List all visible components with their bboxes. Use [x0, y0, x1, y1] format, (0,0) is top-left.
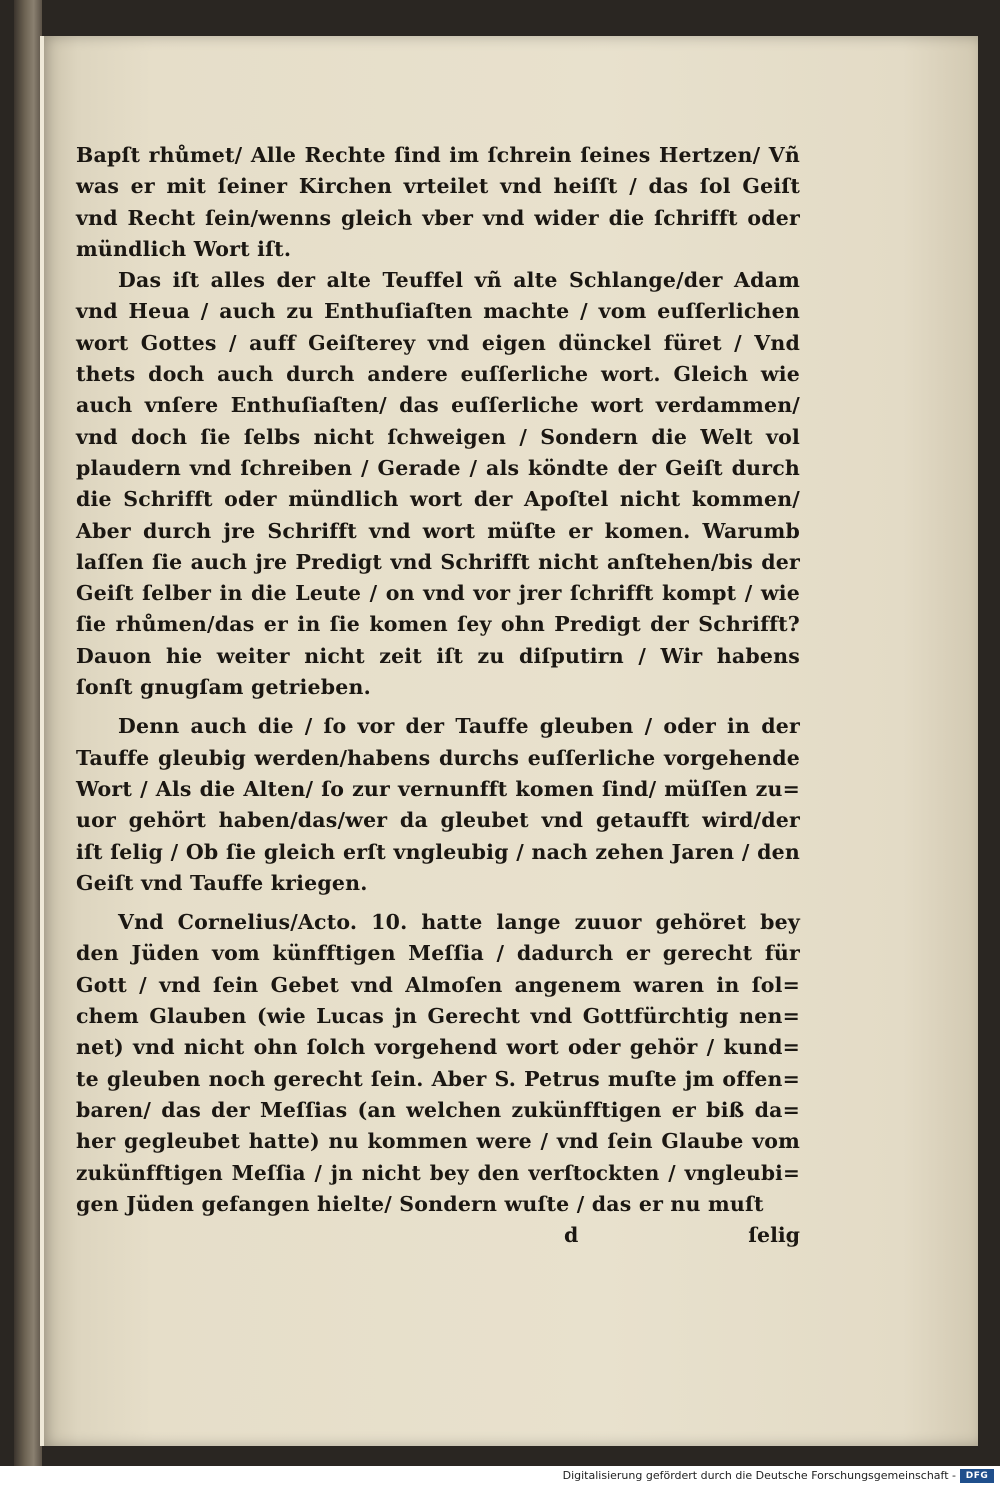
paragraph-list: [76, 140, 800, 1220]
text-line: Gott / vnd ſein Gebet vnd Almoſen angenem waren in ſol=: [76, 972, 800, 997]
text-line: vnd Recht ſein/wenns gleich vber vnd wider die ſchrifft oder: [76, 205, 800, 230]
text-line: Das iſt alles der alte Teuffel vñ alte Schlange/der Adam: [118, 268, 800, 293]
text-line: vnd doch ſie ſelbs nicht ſchweigen / Sondern die Welt vol: [76, 424, 800, 449]
paragraph: [76, 140, 800, 265]
text-line: Aber durch jre Schrifft vnd wort müſte er komen. Warumb: [76, 518, 800, 543]
text-line: te gleuben noch gerecht ſein. Aber S. Petrus muſte jm offen=: [76, 1066, 800, 1091]
text-line: thets doch auch durch andere euſſerliche wort. Gleich wie: [76, 362, 800, 387]
catchword: ſelig: [748, 1223, 800, 1248]
text-line: Wort / Als die Alten/ ſo zur vernunfft komen ſind/ müſſen zu=: [76, 776, 800, 801]
text-line: die Schrifft oder mündlich wort der Apoſtel nicht kommen/: [76, 487, 800, 512]
text-line: plaudern vnd ſchreiben / Gerade / als köndte der Geiſt durch: [76, 455, 800, 480]
paragraph: [76, 711, 800, 899]
body-text: [76, 140, 800, 1251]
book-spine: [14, 0, 42, 1466]
text-line: zukünfftigen Meſſia / jn nicht bey den verſtockten / vngleubi=: [76, 1160, 800, 1185]
text-line: Denn auch die / ſo vor der Tauffe gleuben / oder in der: [118, 714, 800, 739]
text-line: ſonſt gnugſam getrieben.: [76, 675, 371, 700]
text-line: ſie rhůmen/das er in ſie komen ſey ohn Predigt der Schrifft?: [76, 612, 800, 637]
dfg-logo: DFG: [960, 1469, 994, 1483]
signature-mark: d: [564, 1223, 579, 1248]
paragraph: [76, 265, 800, 703]
text-line: laſſen ſie auch jre Predigt vnd Schrifft nicht anſtehen/bis der: [76, 549, 800, 574]
text-line: chem Glauben (wie Lucas jn Gerecht vnd Gottfürchtig nen=: [76, 1004, 800, 1029]
text-line: baren/ das der Meſſias (an welchen zukünfftigen er biß da=: [76, 1097, 800, 1122]
text-line: Geiſt ſelber in die Leute / on vnd vor jrer ſchrifft kompt / wie: [76, 581, 800, 606]
text-line: gen Jüden gefangen hielte/ Sondern wuſte / das er nu muſt: [76, 1191, 764, 1216]
funding-notice: Digitalisierung gefördert durch die Deutsche Forschungsgemeinschaft -: [562, 1469, 956, 1482]
text-line: net) vnd nicht ohn ſolch vorgehend wort oder gehör / kund=: [76, 1035, 800, 1060]
text-line: Bapſt rhůmet/ Alle Rechte ſind im ſchrein ſeines Hertzen/ Vñ: [76, 143, 800, 167]
text-line: Vnd Cornelius/Acto. 10. hatte lange zuuor gehöret bey: [118, 910, 800, 935]
text-line: iſt ſelig / Ob ſie gleich erſt vngleubig / nach zehen Jaren / den: [76, 839, 800, 864]
text-line: was er mit ſeiner Kirchen vrteilet vnd heiſſt / das ſol Geiſt: [76, 174, 800, 199]
text-line: wort Gottes / auff Geiſterey vnd eigen dünckel füret / Vnd: [76, 330, 800, 355]
page-edge: [40, 36, 44, 1446]
text-line: Geiſt vnd Tauffe kriegen.: [76, 870, 368, 895]
funding-bar: [0, 1466, 1000, 1488]
text-line: uor gehört haben/das/wer da gleubet vnd getaufft wird/der: [76, 808, 800, 833]
text-line: mündlich Wort iſt.: [76, 236, 292, 261]
text-line: her gegleubet hatte) nu kommen were / vnd ſein Glaube vom: [76, 1129, 800, 1154]
paragraph-gap: [76, 899, 800, 907]
paragraph: [76, 907, 800, 1220]
text-line: den Jüden vom künfftigen Meſſia / dadurch er gerecht für: [76, 941, 800, 966]
text-line: auch vnſere Enthuſiaſten/ das euſſerliche wort verdammen/: [76, 393, 800, 418]
page-footer: [76, 1220, 800, 1251]
text-line: Tauffe gleubig werden/habens durchs euſſerliche vorgehende: [76, 745, 800, 770]
text-line: Dauon hie weiter nicht zeit iſt zu diſputirn / Wir habens: [76, 643, 800, 668]
text-line: vnd Heua / auch zu Enthuſiaſten machte / vom euſſerlichen: [76, 299, 800, 324]
paragraph-gap: [76, 703, 800, 711]
